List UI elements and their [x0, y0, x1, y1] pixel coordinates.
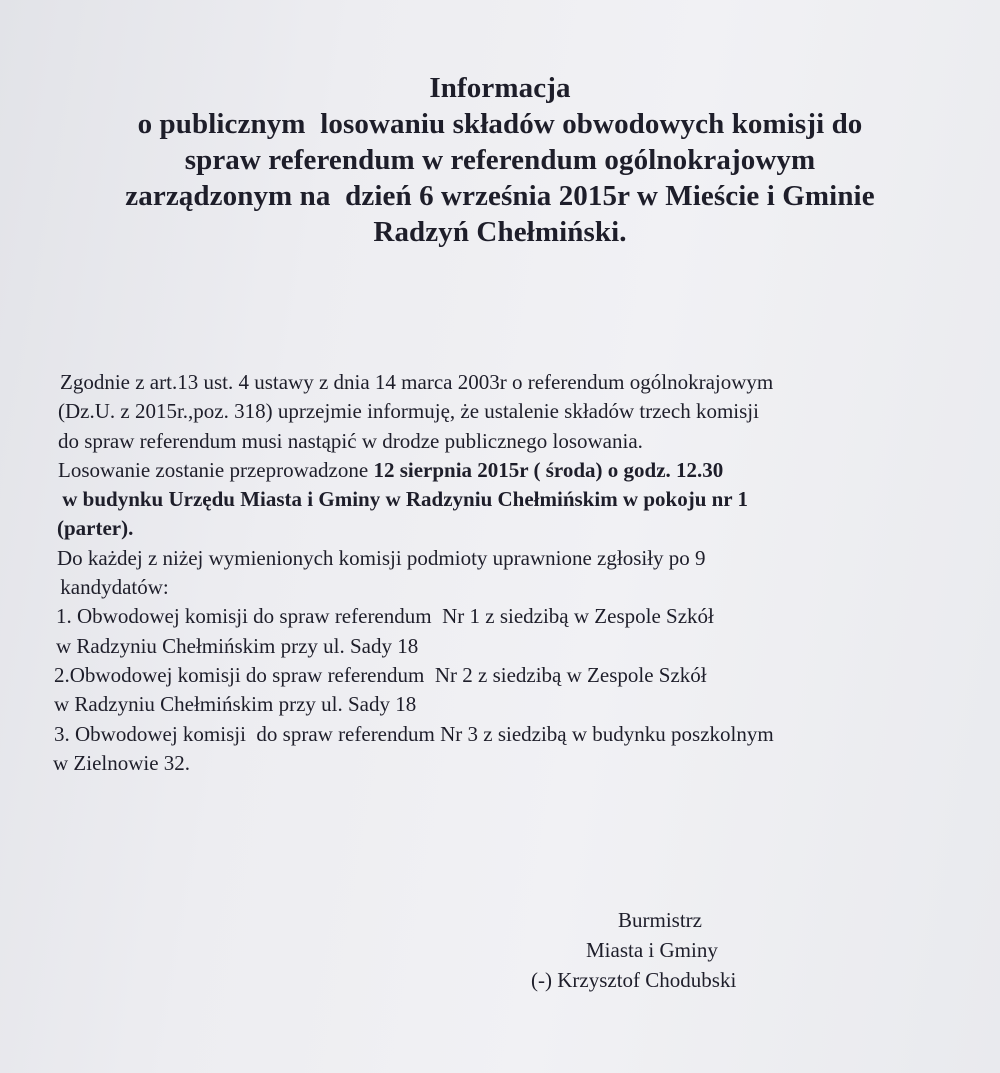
- title-line-3: spraw referendum w referendum ogólnokrajowym: [184, 144, 816, 176]
- paragraph-1-line-2: (Dz.U. z 2015r.,poz. 318) uprzejmie informuję, że ustalenie składów trzech komisji: [58, 399, 759, 424]
- title-line-4: zarządzonym na dzień 6 września 2015r w Mieście i Gminie: [125, 180, 875, 212]
- meeting-date-time: 12 sierpnia 2015r ( środa) o godz. 12.30: [373, 457, 724, 482]
- paragraph-3-line-1: Do każdej z niżej wymienionych komisji podmioty uprawnione zgłosiły po 9: [57, 545, 706, 570]
- signature-office: Miasta i Gminy: [586, 938, 718, 962]
- list-item-2-line-2: w Radzyniu Chełmińskim przy ul. Sady 18: [54, 692, 417, 717]
- list-item-1-line-2: w Radzyniu Chełmińskim przy ul. Sady 18: [56, 633, 419, 658]
- paragraph-2-line-2: w budynku Urzędu Miasta i Gminy w Radzyniu Chełmińskim w pokoju nr 1: [57, 487, 749, 512]
- paragraph-1-line-1: Zgodnie z art.13 ust. 4 ustawy z dnia 14 marca 2003r o referendum ogólnokrajowym: [60, 370, 774, 394]
- paragraph-2-line-1: Losowanie zostanie przeprowadzone 12 sierpnia 2015r ( środa) o godz. 12.30: [58, 457, 724, 482]
- paragraph-2-line-3: (parter).: [57, 516, 134, 541]
- list-item-3-line-1: 3. Obwodowej komisji do spraw referendum Nr 3 z siedzibą w budynku poszkolnym: [54, 721, 774, 746]
- list-item-3-line-2: w Zielnowie 32.: [53, 750, 191, 775]
- title-line-2: o publicznym losowaniu składów obwodowych komisji do: [137, 108, 863, 140]
- paragraph-3-line-2: kandydatów:: [55, 575, 169, 600]
- title-line-5: Radzyń Chełmiński.: [373, 216, 627, 248]
- signature-name: (-) Krzysztof Chodubski: [531, 968, 737, 992]
- signature-block: [520, 905, 880, 995]
- document-body: [0, 368, 1000, 778]
- paragraph-1-line-3: do spraw referendum musi nastąpić w drodze publicznego losowania.: [58, 428, 643, 453]
- title-line-1: Informacja: [429, 72, 571, 104]
- list-item-2-line-1: 2.Obwodowej komisji do spraw referendum Nr 2 z siedzibą w Zespole Szkół: [54, 662, 707, 687]
- signature-role: Burmistrz: [618, 908, 702, 932]
- document-title: [0, 70, 1000, 250]
- list-item-1-line-1: 1. Obwodowej komisji do spraw referendum Nr 1 z siedzibą w Zespole Szkół: [56, 604, 714, 629]
